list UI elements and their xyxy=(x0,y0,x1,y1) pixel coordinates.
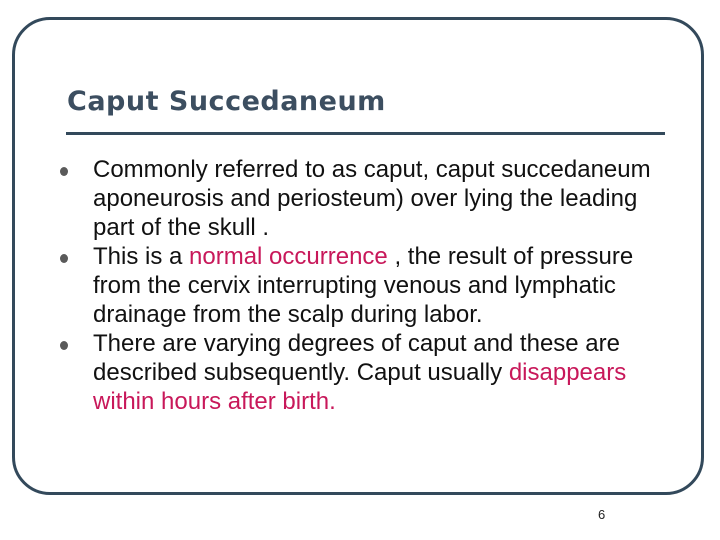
bullet-item xyxy=(60,329,660,416)
bullet-text: This is a xyxy=(93,243,190,270)
page-number: 6 xyxy=(598,507,606,522)
title-underline xyxy=(66,132,665,135)
bullet-dot-icon xyxy=(60,254,68,263)
bullet-item xyxy=(60,242,660,329)
slide-title: Caput Succedaneum xyxy=(67,86,386,117)
bullet-dot-icon xyxy=(60,167,68,176)
bullet-text: , the result of pressure from the cervix interrupting venous and lymphatic drainage from the scalp during labor. xyxy=(93,243,634,328)
bullet-highlight-text: normal occurrence xyxy=(189,243,388,270)
bullet-text: Commonly referred to as caput, caput succedaneum aponeurosis and periosteum) over lying the leading part of the skull . xyxy=(93,156,651,241)
bullet-dot-icon xyxy=(60,341,68,350)
bullet-item xyxy=(60,155,660,242)
bullet-highlight-text: disappears within hours after birth. xyxy=(93,359,627,415)
bullet-list xyxy=(60,155,660,416)
bullet-text: There are varying degrees of caput and these are described subsequently. Caput usually xyxy=(93,330,620,386)
